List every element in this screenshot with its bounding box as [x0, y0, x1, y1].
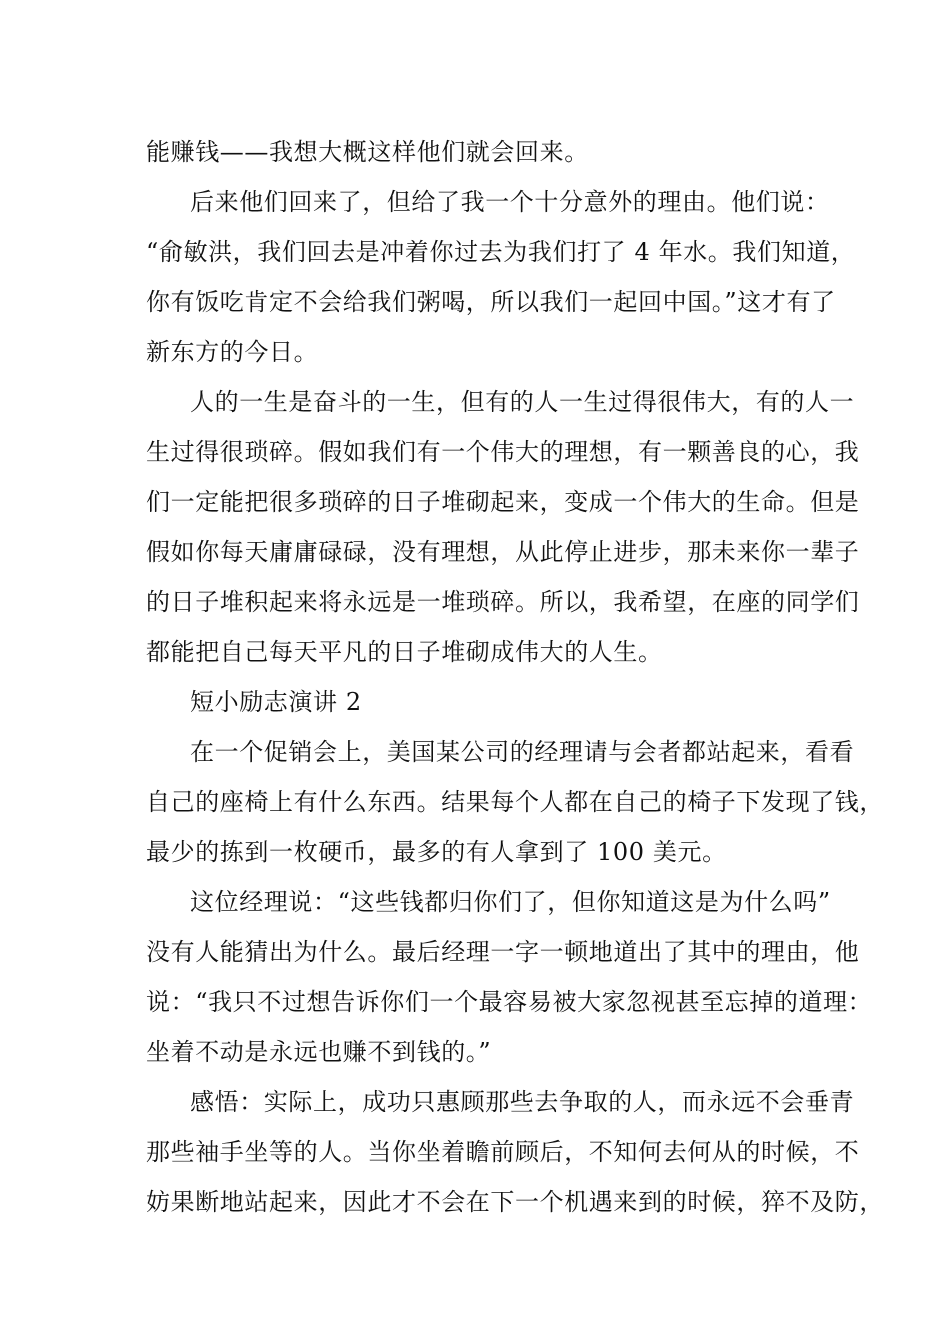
- paragraph-start: 感悟：实际上，成功只惠顾那些去争取的人，而永远不会垂青: [190, 1088, 855, 1116]
- section-heading: 短小励志演讲 2: [190, 688, 362, 716]
- text-line: 那些袖手坐等的人。当你坐着瞻前顾后，不知何去何从的时候，不: [146, 1138, 860, 1166]
- text-line: 们一定能把很多琐碎的日子堆砌起来，变成一个伟大的生命。但是: [146, 488, 860, 516]
- paragraph-start: 在一个促销会上，美国某公司的经理请与会者都站起来，看看: [190, 738, 855, 766]
- paragraph-start: 后来他们回来了，但给了我一个十分意外的理由。他们说：: [190, 188, 830, 216]
- text-line: 能赚钱——我想大概这样他们就会回来。: [146, 138, 589, 166]
- text-line: 没有人能猜出为什么。最后经理一字一顿地道出了其中的理由，他: [146, 938, 860, 966]
- text-line: 妨果断地站起来，因此才不会在下一个机遇来到的时候，猝不及防，: [146, 1188, 884, 1216]
- text-line: 最少的拣到一枚硬币，最多的有人拿到了 100 美元。: [146, 838, 727, 866]
- text-line: 都能把自己每天平凡的日子堆砌成伟大的人生。: [146, 638, 663, 666]
- text-line: “俞敏洪，我们回去是冲着你过去为我们打了 4 年水。我们知道，: [146, 238, 856, 266]
- paragraph-start: 人的一生是奋斗的一生，但有的人一生过得很伟大，有的人一: [190, 388, 855, 416]
- text-line: 说：“我只不过想告诉你们一个最容易被大家忽视甚至忘掉的道理：: [146, 988, 873, 1016]
- text-line: 新东方的今日。: [146, 338, 319, 366]
- text-line: 你有饭吃肯定不会给我们粥喝，所以我们一起回中国。”这才有了: [146, 288, 836, 316]
- text-line: 生过得很琐碎。假如我们有一个伟大的理想，有一颗善良的心，我: [146, 438, 860, 466]
- paragraph-start: 这位经理说：“这些钱都归你们了，但你知道这是为什么吗”: [190, 888, 831, 916]
- text-line: 的日子堆积起来将永远是一堆琐碎。所以，我希望，在座的同学们: [146, 588, 860, 616]
- text-line: 自己的座椅上有什么东西。结果每个人都在自己的椅子下发现了钱，: [146, 788, 884, 816]
- text-line: 坐着不动是永远也赚不到钱的。”: [146, 1038, 492, 1066]
- text-line: 假如你每天庸庸碌碌，没有理想，从此停止进步，那未来你一辈子: [146, 538, 860, 566]
